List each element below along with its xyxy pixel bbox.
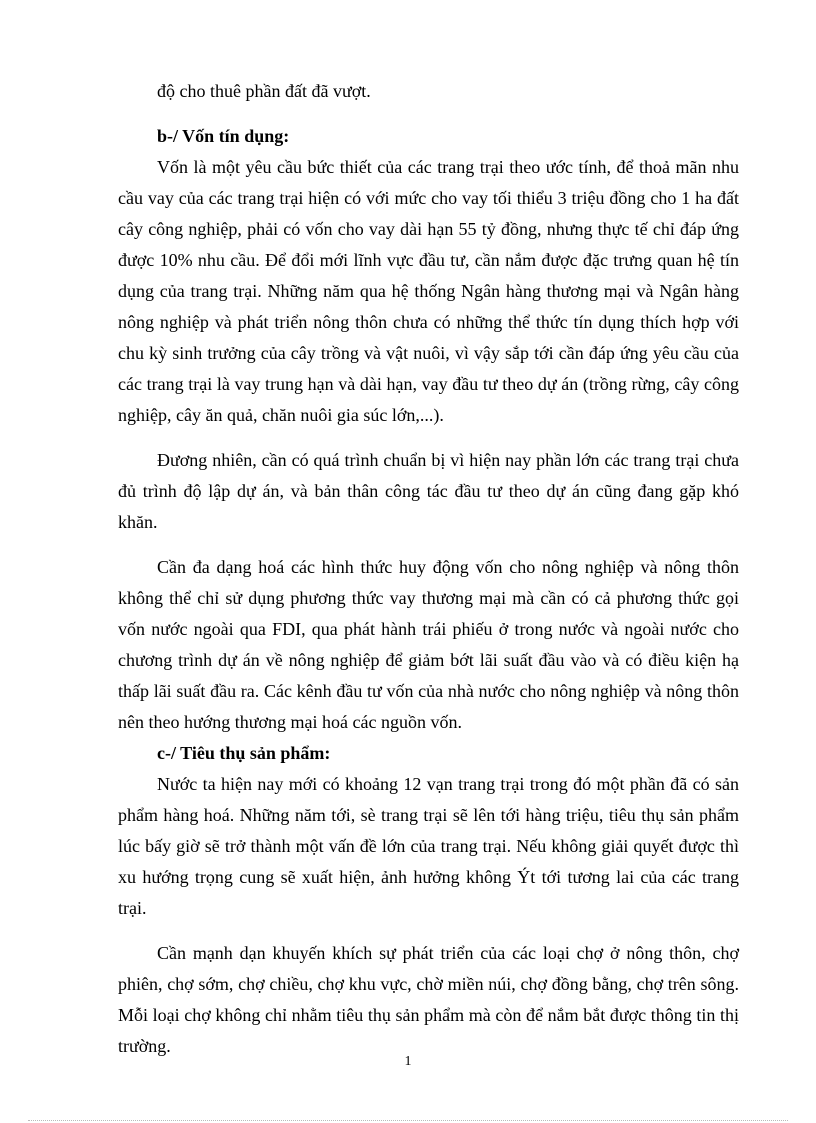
section-c-heading: [118, 738, 739, 769]
intro-line: [118, 76, 739, 107]
section-b-heading: [118, 121, 739, 152]
section-c-paragraph-1: [118, 769, 739, 924]
paragraph-text: Nước ta hiện nay mới có khoảng 12 vạn trang trại trong đó một phần đã có sản phẩm hàng hoá. Những năm tới, sè trang trại sẽ lên tới hàng triệu, tiêu thụ sản phẩm lúc bấy giờ sẽ trở thành một vấn đề lớn của trang trại. Nếu không giải quyết được thì xu hướng trọng cung sẽ xuất hiện, ảnh hưởng không Ýt tới tương lai của các trang trại.: [118, 774, 739, 918]
document-body: [118, 76, 739, 1076]
section-b-paragraph-2: [118, 445, 739, 538]
page-bottom-divider: [28, 1120, 788, 1121]
paragraph-text: Cần đa dạng hoá các hình thức huy động vốn cho nông nghiệp và nông thôn không thể chỉ sử dụng phương thức vay thương mại mà cần có cả phương thức gọi vốn nước ngoài qua FDI, qua phát hành trái phiếu ở trong nước và ngoài nước cho chương trình dự án về nông nghiệp để giảm bớt lãi suất đầu vào và có điều kiện hạ thấp lãi suất đầu ra. Các kênh đầu tư vốn của nhà nước cho nông nghiệp và nông thôn nên theo hướng thương mại hoá các nguồn vốn.: [118, 557, 739, 732]
section-c-paragraph-2: [118, 938, 739, 1062]
page-number: 1: [404, 1054, 412, 1069]
section-c-heading-text: c-/ Tiêu thụ sản phẩm:: [157, 743, 331, 763]
paragraph-text: Vốn là một yêu cầu bức thiết của các trang trại theo ước tính, để thoả mãn nhu cầu vay của các trang trại hiện có với mức cho vay tối thiểu 3 triệu đồng cho 1 ha đất cây công nghiệp, phải có vốn cho vay dài hạn 55 tỷ đồng, nhưng thực tế chỉ đáp ứng được 10% nhu cầu. Để đổi mới lĩnh vực đầu tư, cần nắm được đặc trưng quan hệ tín dụng của trang trại. Những năm qua hệ thống Ngân hàng thương mại và Ngân hàng nông nghiệp và phát triển nông thôn chưa có những thể thức tín dụng thích hợp với chu kỳ sinh trưởng của cây trồng và vật nuôi, vì vậy sắp tới cần đáp ứng yêu cầu của các trang trại là vay trung hạn và dài hạn, vay đầu tư theo dự án (trồng rừng, cây công nghiệp, cây ăn quả, chăn nuôi gia súc lớn,...).: [118, 157, 739, 425]
intro-line-text: độ cho thuê phần đất đã vượt.: [157, 81, 371, 101]
paragraph-text: Cần mạnh dạn khuyến khích sự phát triển của các loại chợ ở nông thôn, chợ phiên, chợ sớm, chợ chiều, chợ khu vực, chờ miền núi, chợ đồng bằng, chợ trên sông. Mỗi loại chợ không chỉ nhằm tiêu thụ sản phẩm mà còn để nắm bắt được thông tin thị trường.: [118, 943, 739, 1056]
section-b-heading-text: b-/ Vốn tín dụng:: [157, 126, 290, 146]
section-b-paragraph-1: [118, 152, 739, 431]
section-b-paragraph-3: [118, 552, 739, 738]
paragraph-text: Đương nhiên, cần có quá trình chuẩn bị vì hiện nay phần lớn các trang trại chưa đủ trình độ lập dự án, và bản thân công tác đầu tư theo dự án cũng đang gặp khó khăn.: [118, 450, 739, 532]
